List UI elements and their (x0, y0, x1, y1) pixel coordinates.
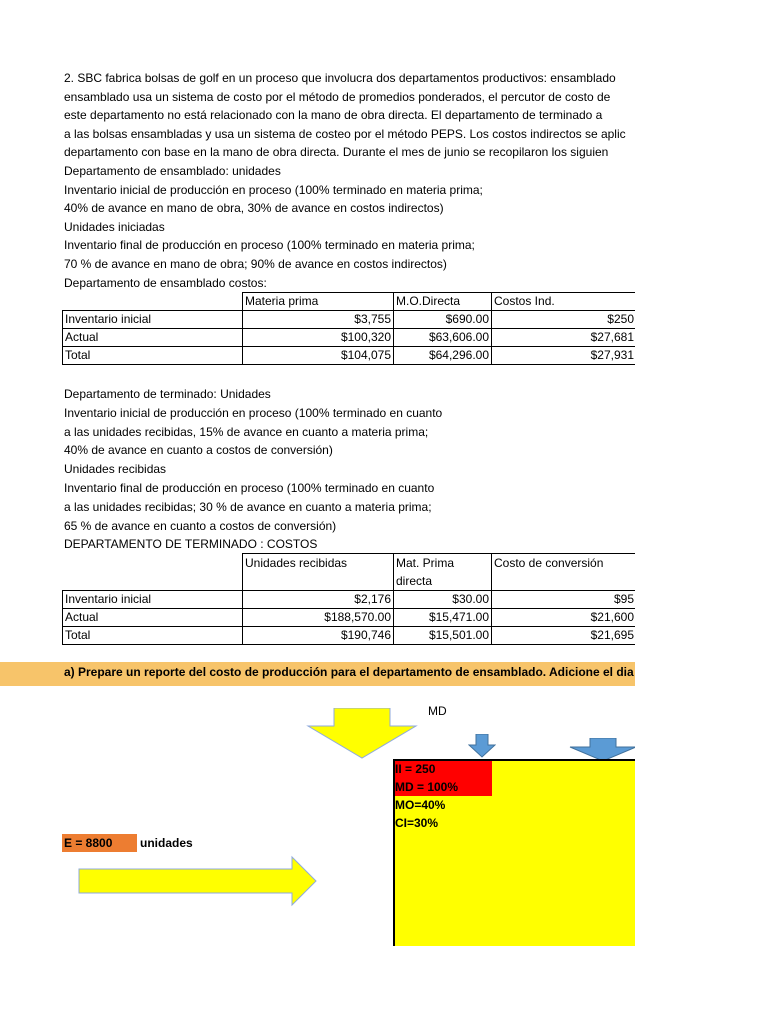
table-row (63, 609, 636, 627)
intro-line: este departamento no está relacionado con la mano de obra directa. El departamento de terminado a (64, 108, 603, 123)
table-header-row (63, 554, 636, 591)
table-cell: $27,681 (492, 329, 636, 347)
table-cell: Inventario inicial (63, 591, 243, 609)
md-label: MD (428, 704, 447, 718)
table-cell: $188,570.00 (243, 609, 394, 627)
table-header-cell: Costo de conversión (492, 554, 636, 591)
table-cell: Total (63, 347, 243, 365)
units-started-label (62, 834, 137, 852)
intro-line: departamento con base en la mano de obra directa. Durante el mes de junio se recopilaron los siguien (64, 145, 609, 160)
table-cell: $190,746 (243, 627, 394, 645)
table-header-cell (63, 293, 243, 311)
intro-line: Inventario final de producción en proceso (100% terminado en materia prima; (64, 238, 475, 253)
table-row (63, 329, 636, 347)
table-cell: $2,176 (243, 591, 394, 609)
intro-line: Unidades iniciadas (64, 219, 165, 234)
table-cell: $250 (492, 311, 636, 329)
terminado-line: Departamento de terminado: Unidades (64, 387, 271, 401)
table-cell: Total (63, 627, 243, 645)
table-row (63, 311, 636, 329)
table-cell: Actual (63, 609, 243, 627)
table-cell: $64,296.00 (394, 347, 492, 365)
table-cell: Actual (63, 329, 243, 347)
terminado-line: a las unidades recibidas; 30 % de avance en cuanto a materia prima; (64, 499, 432, 514)
table-cell: $95 (492, 591, 636, 609)
table-header-cell: Materia prima (243, 293, 394, 311)
terminado-line: a las unidades recibidas, 15% de avance en cuanto a materia prima; (64, 424, 429, 439)
box-line-md: MD = 100% (395, 780, 459, 794)
terminado-line: Inventario final de producción en proceso (100% terminado en cuanto (64, 481, 435, 495)
intro-line: Departamento de ensamblado: unidades (64, 164, 281, 178)
intro-line: a las bolsas ensambladas y usa un sistema de costeo por el método PEPS. Los costos indirectos se aplic (64, 126, 626, 141)
terminado-line: 40% de avance en cuanto a costos de conversión) (64, 443, 333, 458)
table-cell: $3,755 (243, 311, 394, 329)
terminado-line: Inventario inicial de producción en proceso (100% terminado en cuanto (64, 405, 443, 420)
table-header-row (63, 293, 636, 311)
table-header-cell: Costos Ind. (492, 293, 636, 311)
table-row (63, 627, 636, 645)
question-text: a) Prepare un reporte del costo de producción para el departamento de ensamblado. Adicione el dia (64, 665, 634, 679)
table-cell: $27,931 (492, 347, 636, 365)
table-cell: $15,501.00 (394, 627, 492, 645)
box-line-ci: CI=30% (395, 816, 439, 830)
intro-line: 40% de avance en mano de obra, 30% de avance en costos indirectos) (64, 201, 444, 216)
table-row (63, 591, 636, 609)
table-cell: $30.00 (394, 591, 492, 609)
table-cell: $104,075 (243, 347, 394, 365)
units-started-value: E = 8800 (64, 836, 113, 850)
table-header-cell (63, 554, 243, 591)
terminado-line: 65 % de avance en cuanto a costos de conversión) (64, 518, 337, 533)
intro-line: 70 % de avance en mano de obra; 90% de avance en costos indirectos) (64, 257, 447, 271)
intro-line: ensamblado usa un sistema de costo por el método de promedios ponderados, el percutor de costo de (64, 89, 611, 104)
table-cell: Inventario inicial (63, 311, 243, 329)
ensamblado-costs-table (62, 292, 635, 365)
table-row (63, 347, 636, 365)
question-banner (0, 662, 635, 686)
table-cell: $690.00 (394, 311, 492, 329)
table-cell: $21,695 (492, 627, 636, 645)
right-arrow-yellow (78, 855, 318, 907)
terminado-line: Unidades recibidas (64, 462, 167, 477)
intro-line: 2. SBC fabrica bolsas de golf en un proceso que involucra dos departamentos productivos: ensamblado (64, 71, 616, 85)
table-cell: $21,600 (492, 609, 636, 627)
table-header-cell: Mat. Prima directa (394, 554, 492, 591)
table-header-cell: Unidades recibidas (243, 554, 394, 591)
table-cell: $100,320 (243, 329, 394, 347)
units-word: unidades (140, 836, 193, 850)
terminado-costs-table (62, 553, 635, 645)
box-line-ii: II = 250 (395, 762, 436, 776)
box-line-mo: MO=40% (395, 798, 446, 812)
terminado-line: DEPARTAMENTO DE TERMINADO : COSTOS (64, 537, 318, 552)
down-arrow-large (306, 708, 418, 760)
table-header-cell: M.O.Directa (394, 293, 492, 311)
intro-line: Departamento de ensamblado costos: (64, 275, 267, 290)
intro-line: Inventario inicial de producción en proceso (100% terminado en materia prima; (64, 182, 483, 197)
table-cell: $15,471.00 (394, 609, 492, 627)
table-cell: $63,606.00 (394, 329, 492, 347)
down-arrow-small-blue (468, 734, 496, 758)
